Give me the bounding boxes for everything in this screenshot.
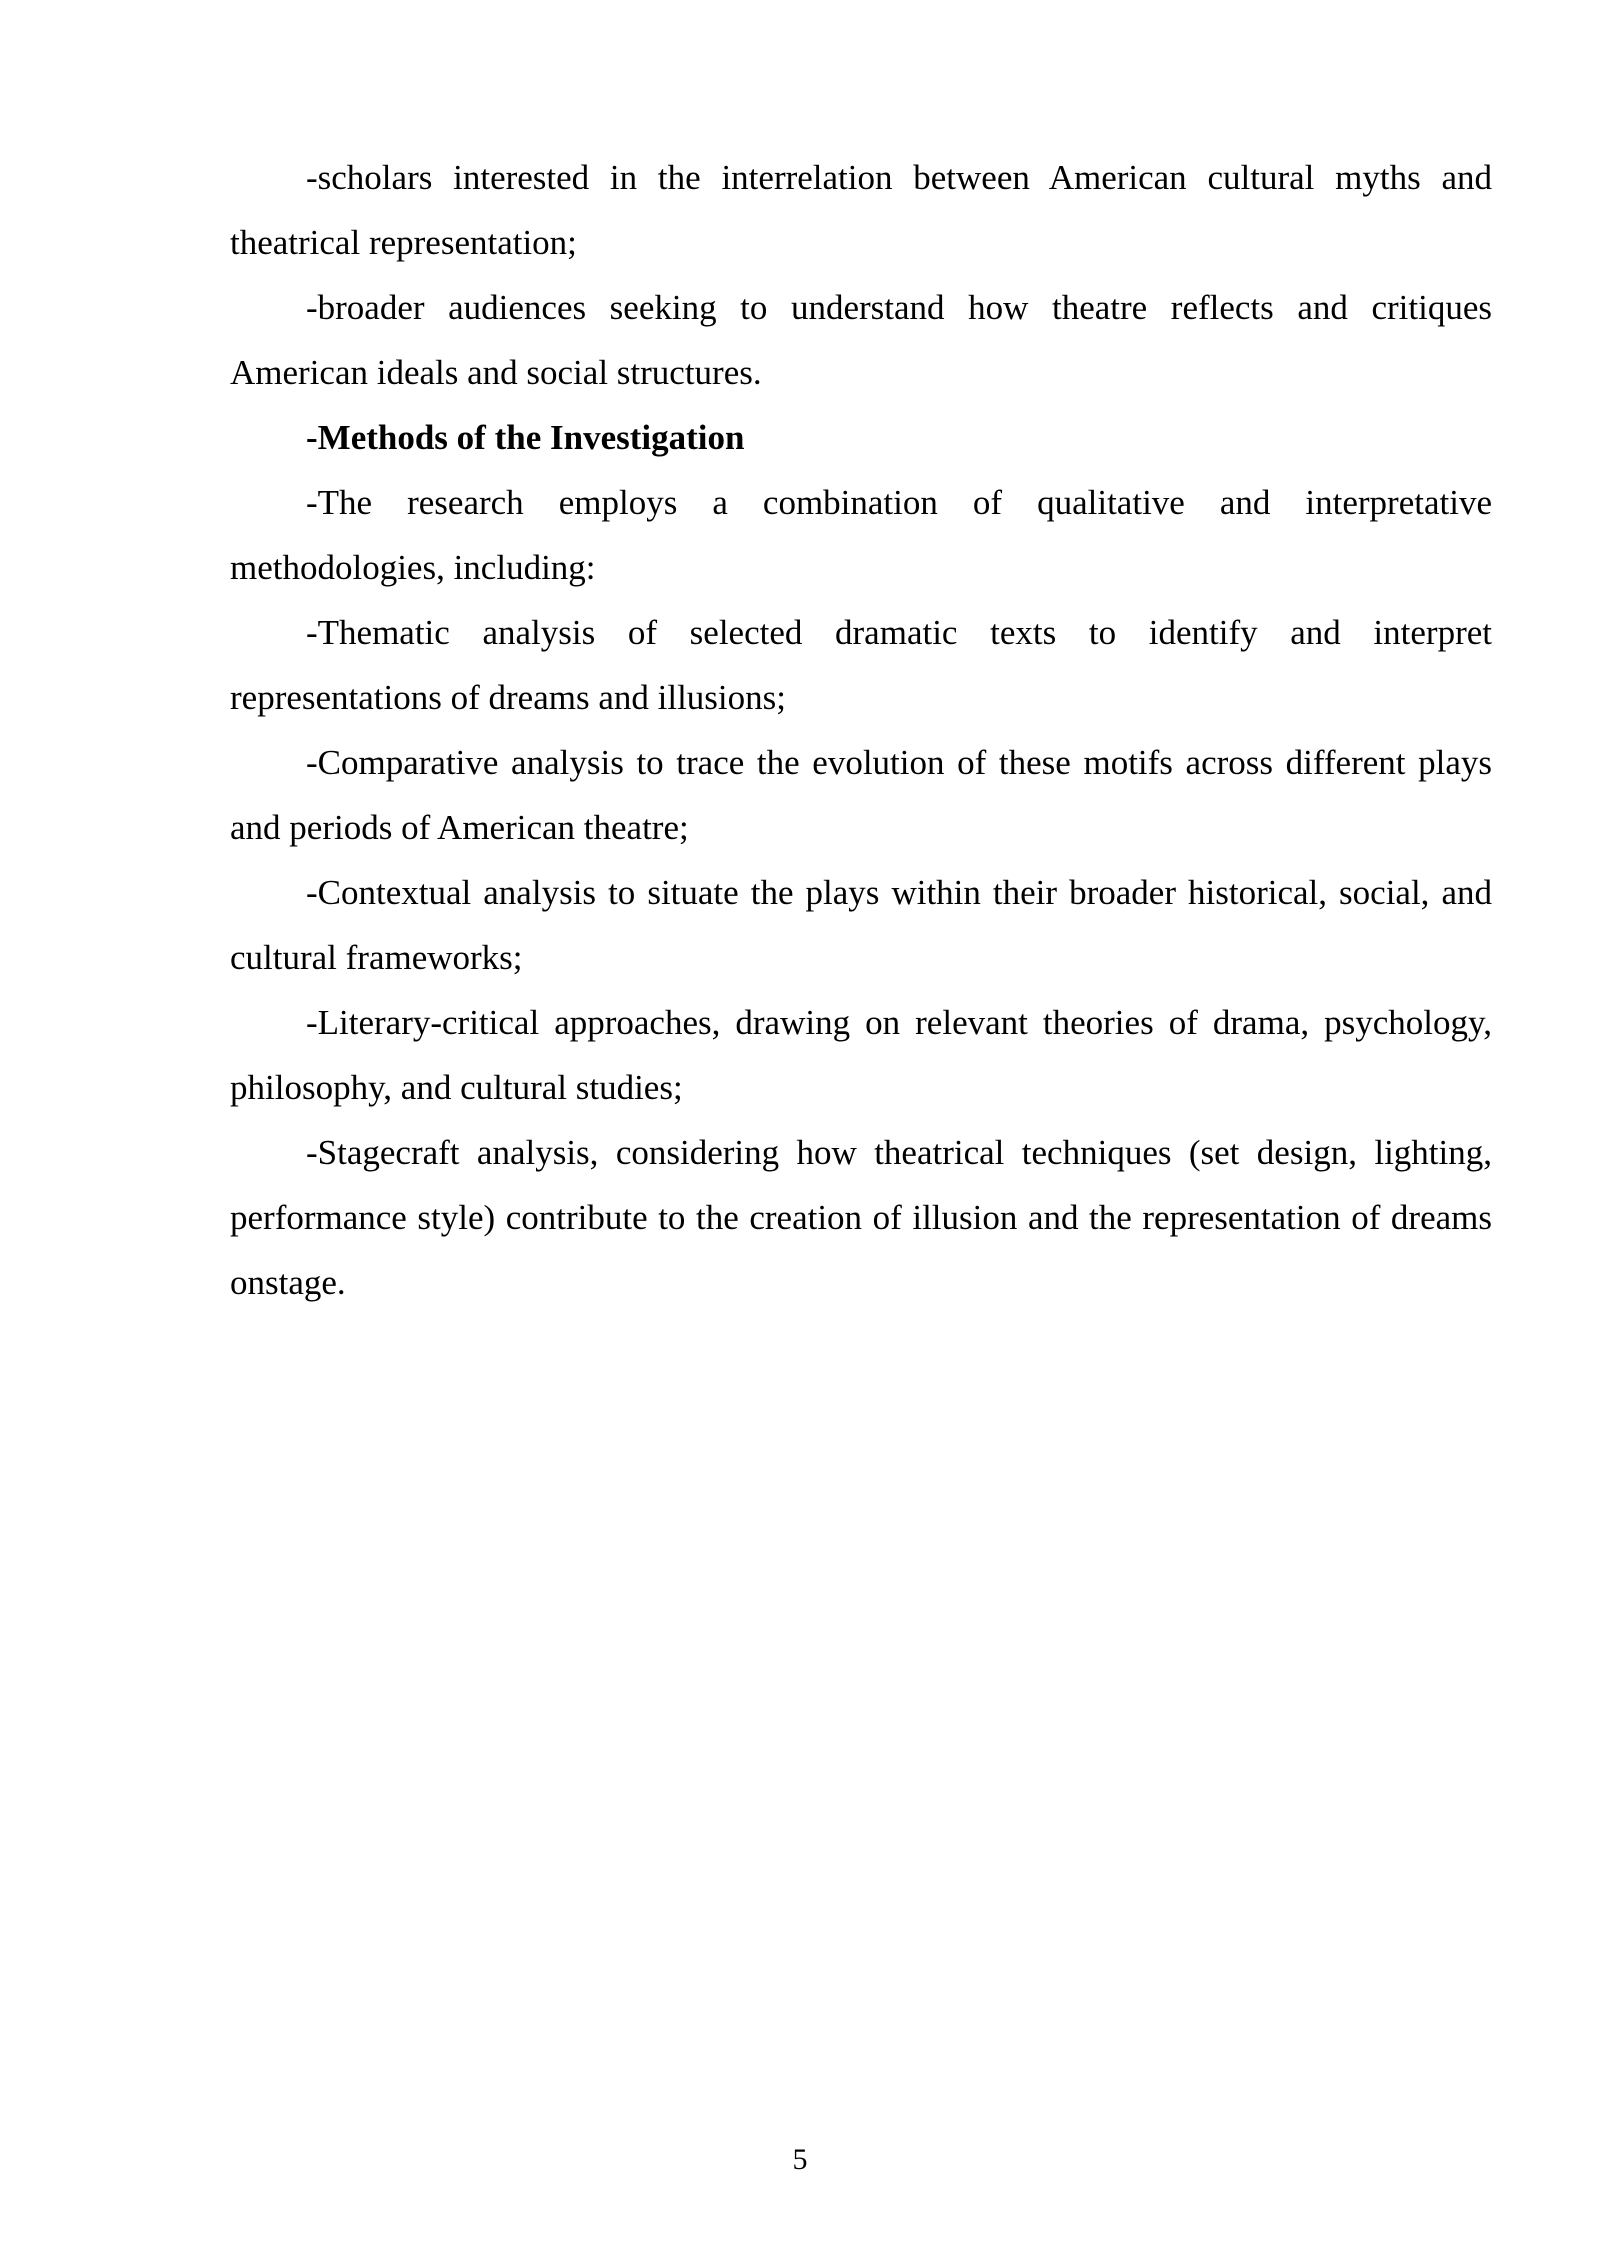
paragraph-broader-audiences: -broader audiences seeking to understand how theatre reflects and critiques American ideals and social structures. [230, 288, 1492, 392]
paragraph-stagecraft-analysis: -Stagecraft analysis, considering how theatrical techniques (set design, lighting, performance style) contribute to the creation of illusion and the representation of dreams onstage. [230, 1133, 1492, 1302]
paragraph-comparative-analysis: -Comparative analysis to trace the evolution of these motifs across different plays and periods of American theatre; [230, 743, 1492, 847]
section-heading-methods: -Methods of the Investigation [306, 418, 745, 457]
paragraph-literary-critical: -Literary-critical approaches, drawing on relevant theories of drama, psychology, philosophy, and cultural studies; [230, 1003, 1492, 1107]
paragraph-scholars: -scholars interested in the interrelation between American cultural myths and theatrical representation; [230, 158, 1492, 262]
paragraph-research-methods: -The research employs a combination of qualitative and interpretative methodologies, including: [230, 483, 1492, 587]
paragraph-contextual-analysis: -Contextual analysis to situate the plays within their broader historical, social, and cultural frameworks; [230, 873, 1492, 977]
body-text [230, 145, 1492, 1315]
page-number: 5 [792, 2143, 808, 2176]
paragraph-thematic-analysis: -Thematic analysis of selected dramatic texts to identify and interpret representations of dreams and illusions; [230, 613, 1492, 717]
